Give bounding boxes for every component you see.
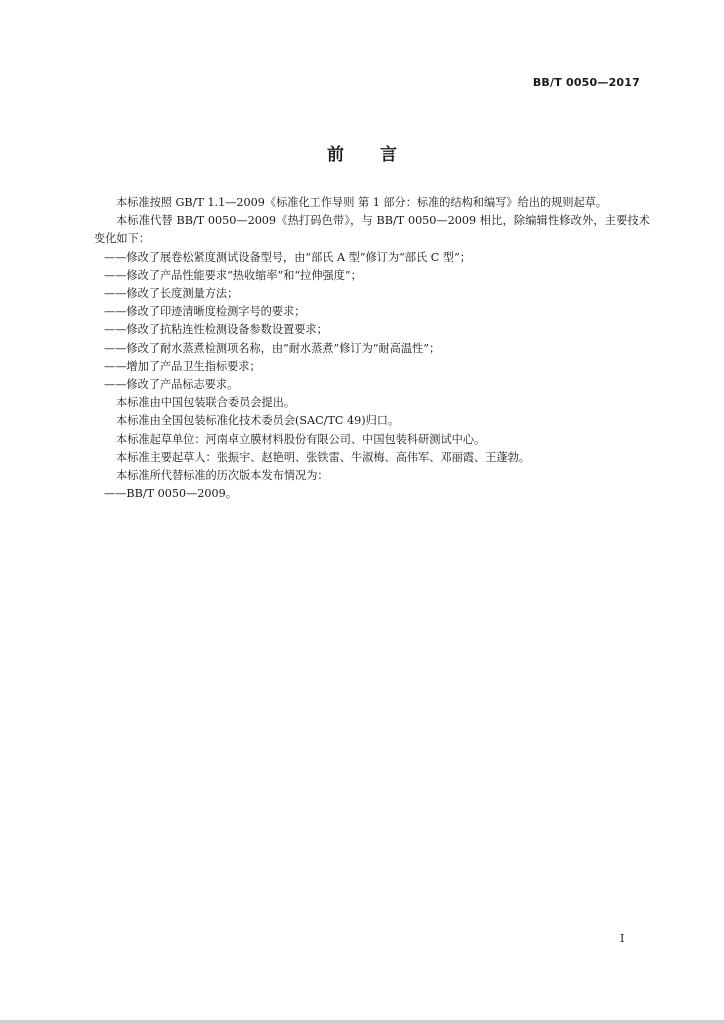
paragraph-drafting-rules: 本标准按照 GB/T 1.1—2009《标准化工作导则 第 1 部分：标准的结构和编写》给出的规则起草。 <box>116 196 608 209</box>
page-bottom-edge <box>0 1020 724 1024</box>
document-body <box>94 194 650 503</box>
paragraph-history-intro: 本标准所代替标准的历次版本发布情况为： <box>116 469 329 483</box>
change-item: ——修改了长度测量方法； <box>104 287 239 301</box>
change-item: ——修改了产品性能要求“热收缩率”和“拉伸强度”； <box>104 268 362 282</box>
change-item: ——修改了印迹清晰度检测字号的要求； <box>104 305 306 319</box>
history-list <box>94 485 650 503</box>
paragraph-committee: 本标准由全国包装标准化技术委员会(SAC/TC 49)归口。 <box>116 414 400 428</box>
standard-number: BB/T 0050—2017 <box>532 76 640 89</box>
change-item: ——修改了产品标志要求。 <box>104 378 239 392</box>
change-list <box>94 249 650 395</box>
paragraph-drafting-units: 本标准起草单位：河南卓立膜材料股份有限公司、中国包装科研测试中心。 <box>116 432 486 446</box>
change-item: ——修改了耐水蒸煮检测项名称，由“耐水蒸煮”修订为“耐高温性”； <box>104 341 441 355</box>
paragraph-replacement: 本标准代替 BB/T 0050—2009《热打码色带》，与 BB/T 0050—2009 相比，除编辑性修改外，主要技术变化如下： <box>94 214 650 246</box>
page-title: 前言 <box>327 145 433 165</box>
page-number: I <box>620 932 625 945</box>
history-item: ——BB/T 0050—2009。 <box>104 487 237 501</box>
change-item: ——增加了产品卫生指标要求； <box>104 359 261 373</box>
paragraph-proposer: 本标准由中国包装联合委员会提出。 <box>116 396 296 410</box>
paragraph-drafters: 本标准主要起草人：张振宇、赵艳明、张铁雷、牛淑梅、高伟军、邓丽霞、王蓬勃。 <box>116 450 530 464</box>
change-item: ——修改了展卷松紧度测试设备型号，由“部氏 A 型”修订为“部氏 C 型”； <box>104 250 471 264</box>
change-item: ——修改了抗粘连性检测设备参数设置要求； <box>104 323 328 337</box>
